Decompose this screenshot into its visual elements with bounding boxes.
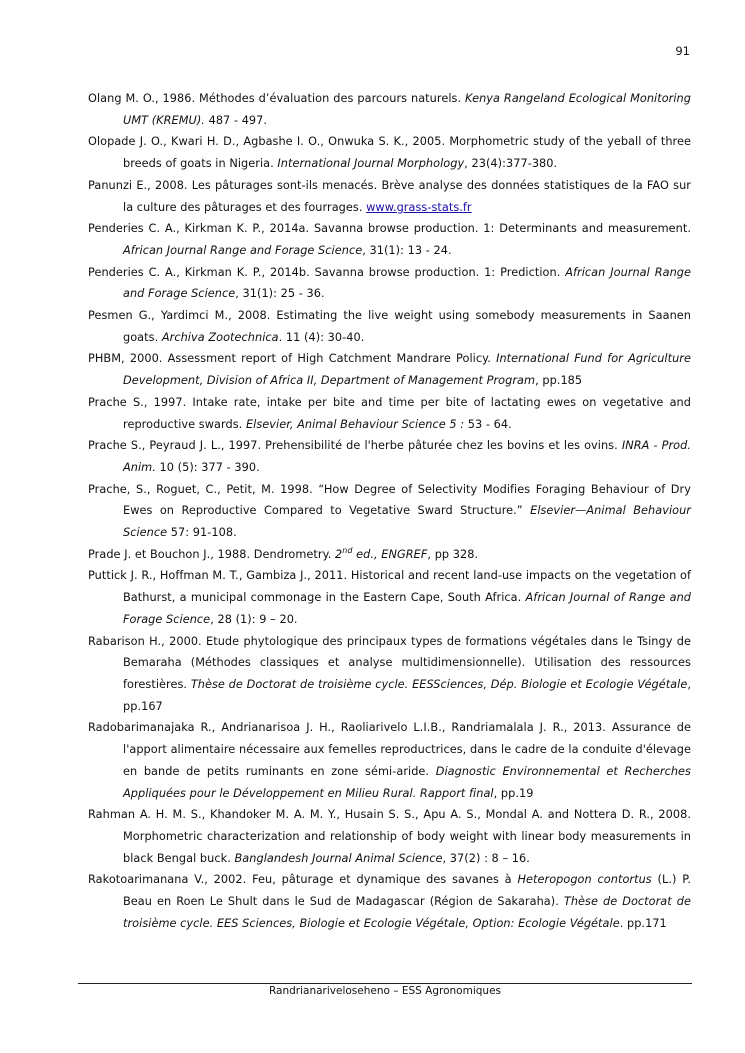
- reference-text: Prache S., Peyraud J. L., 1997. Prehensibilité de l'herbe pâturée chez les bovins et les ovins.: [88, 439, 622, 453]
- reference-text: , pp.185: [535, 374, 583, 388]
- reference-text: , 31(1): 13 - 24.: [362, 243, 452, 257]
- reference-text: Olopade J. O., Kwari H. D., Agbashe I. O., Onwuka S. K., 2005. Morphometric study of the yeball of three breeds of goats in Nigeria.: [88, 135, 691, 171]
- reference-italic-text: Kenya Rangeland Ecological Monitoring UMT (KREMU).: [123, 92, 691, 127]
- reference-entry: [88, 804, 691, 869]
- reference-entry: [88, 631, 691, 718]
- reference-entry: [88, 565, 691, 630]
- reference-text: Rakotoarimanana V., 2002. Feu, pâturage et dynamique des savanes à: [88, 873, 518, 887]
- reference-link[interactable]: www.grass-stats.fr: [366, 200, 472, 214]
- reference-text: PHBM, 2000. Assessment report of High Catchment Mandrare Policy.: [88, 352, 497, 366]
- reference-text: , 31(1): 25 - 36.: [235, 287, 325, 301]
- reference-text: Pesmen G., Yardimci M., 2008. Estimating the live weight using somebody measurements in Saanen goats.: [88, 309, 691, 344]
- reference-entry: [88, 305, 691, 348]
- reference-italic-text: Archiva Zootechnica: [161, 330, 279, 344]
- page-number: 91: [675, 44, 690, 58]
- reference-text: , pp 328.: [427, 547, 479, 561]
- reference-italic-text: Elsevier—Animal Behaviour Science: [123, 504, 691, 540]
- reference-text: (L.) P. Beau en Roen Le Shult dans le Sud de Madagascar (Région de Sakaraha).: [123, 873, 691, 909]
- reference-entry: [88, 869, 691, 934]
- reference-entry: [88, 262, 691, 305]
- reference-text: Penderies C. A., Kirkman K. P., 2014a. Savanna browse production. 1: Determinants and measurement.: [88, 222, 691, 236]
- reference-entry: [88, 544, 691, 566]
- reference-text: . 11 (4): 30-40.: [278, 330, 365, 344]
- reference-text: Olang M. O., 1986. Méthodes d’évaluation des parcours naturels.: [88, 92, 466, 105]
- reference-text: Penderies C. A., Kirkman K. P., 2014b. Savanna browse production. 1: Prediction.: [88, 265, 566, 279]
- reference-entry: [88, 88, 691, 131]
- reference-text: , 28 (1): 9 – 20.: [210, 612, 298, 626]
- reference-text: Radobarimanajaka R., Andrianarisoa J. H., Raoliarivelo L.I.B., Randriamalala J. R., 2013. Assurance de l'apport alimentaire nécessaire aux femelles reproductrices, dans le cadre de la conduite d'élevage en bande de petits ruminants en zone sémi-aride.: [88, 721, 691, 778]
- reference-text: 487 - 497.: [204, 113, 268, 127]
- reference-text: Panunzi E., 2008. Les pâturages sont-ils menacés. Brève analyse des données statistiques de la FAO sur la culture des pâturages et des fourrages.: [88, 178, 691, 214]
- reference-italic-text: Diagnostic Environnemental et Recherches Appliquées pour le Développement en Milieu Rural. Rapport final: [123, 764, 691, 800]
- reference-entry: [88, 392, 691, 435]
- reference-entry: [88, 435, 691, 478]
- reference-text: , pp.167: [123, 677, 692, 713]
- reference-italic-text: International Journal Morphology: [277, 157, 465, 171]
- reference-text: , 37(2) : 8 – 16.: [442, 851, 530, 865]
- footer-text: Randrianariveloseheno – ESS Agronomiques: [268, 985, 501, 997]
- reference-italic-text: INRA - Prod. Anim.: [123, 439, 691, 474]
- reference-italic-text: Thèse de Doctorat de troisième cycle. EESSciences, Dép. Biologie et Ecologie Végétale: [190, 677, 688, 691]
- reference-list: [88, 88, 691, 934]
- reference-entry: [88, 479, 691, 544]
- reference-italic-text: 2: [335, 547, 343, 561]
- reference-italic-text: Elsevier, Animal Behaviour Science 5 :: [245, 417, 465, 431]
- reference-text: Prade J. et Bouchon J., 1988. Dendrometry.: [88, 547, 335, 561]
- reference-italic-text: Heteropogon contortus: [517, 873, 652, 887]
- reference-text: 10 (5): 377 - 390.: [155, 460, 260, 474]
- reference-text: Puttick J. R., Hoffman M. T., Gambiza J., 2011. Historical and recent land-use impacts on the vegetation of Bathurst, a municipal commonage in the Eastern Cape, South Africa.: [88, 569, 691, 605]
- reference-text: , 23(4):377-380.: [464, 157, 558, 171]
- reference-text: Rabarison H., 2000. Etude phytologique des principaux types de formations végétales dans le Tsingy de Bemaraha (Méthodes classiques et analyse multidimensionnelle). Utilisation des ressources forestières.: [88, 634, 691, 691]
- reference-italic-text: African Journal Range and Forage Science: [123, 243, 363, 257]
- reference-entry: [88, 218, 691, 261]
- reference-italic-text: African Journal of Range and Forage Science: [123, 591, 691, 626]
- reference-superscript: nd: [342, 546, 353, 555]
- reference-text: . pp.171: [619, 916, 667, 930]
- reference-italic-text: ed., ENGREF: [352, 547, 428, 561]
- reference-entry: [88, 717, 691, 804]
- reference-text: Rahman A. H. M. S., Khandoker M. A. M. Y., Husain S. S., Apu A. S., Mondal A. and Nottera D. R., 2008. Morphometric characterization and relationship of body weight with linear body measurements in black Bengal buck.: [88, 808, 691, 865]
- reference-entry: [88, 131, 691, 174]
- reference-text: Prache, S., Roguet, C., Petit, M. 1998. “How Degree of Selectivity Modifies Foraging Behaviour of Dry Ewes on Reproductive Compared to Vegetative Sward Structure.”: [88, 482, 691, 518]
- reference-text: Prache S., 1997. Intake rate, intake per bite and time per bite of lactating ewes on vegetative and reproductive swards.: [88, 395, 691, 431]
- footer-divider: [78, 983, 692, 984]
- reference-italic-text: African Journal Range and Forage Science: [123, 265, 692, 301]
- reference-text: , pp.19: [493, 786, 534, 800]
- reference-text: 53 - 64.: [464, 417, 512, 431]
- reference-entry: [88, 348, 691, 391]
- reference-italic-text: Banglandesh Journal Animal Science: [234, 851, 443, 865]
- reference-entry: [88, 175, 691, 218]
- reference-text: 57: 91-108.: [167, 526, 237, 540]
- reference-italic-text: Thèse de Doctorat de troisième cycle. EES Sciences, Biologie et Ecologie Végétale, Option: Ecologie Végétale: [123, 895, 691, 930]
- reference-italic-text: International Fund for Agriculture Development, Division of Africa II, Department of Management Program: [123, 352, 691, 388]
